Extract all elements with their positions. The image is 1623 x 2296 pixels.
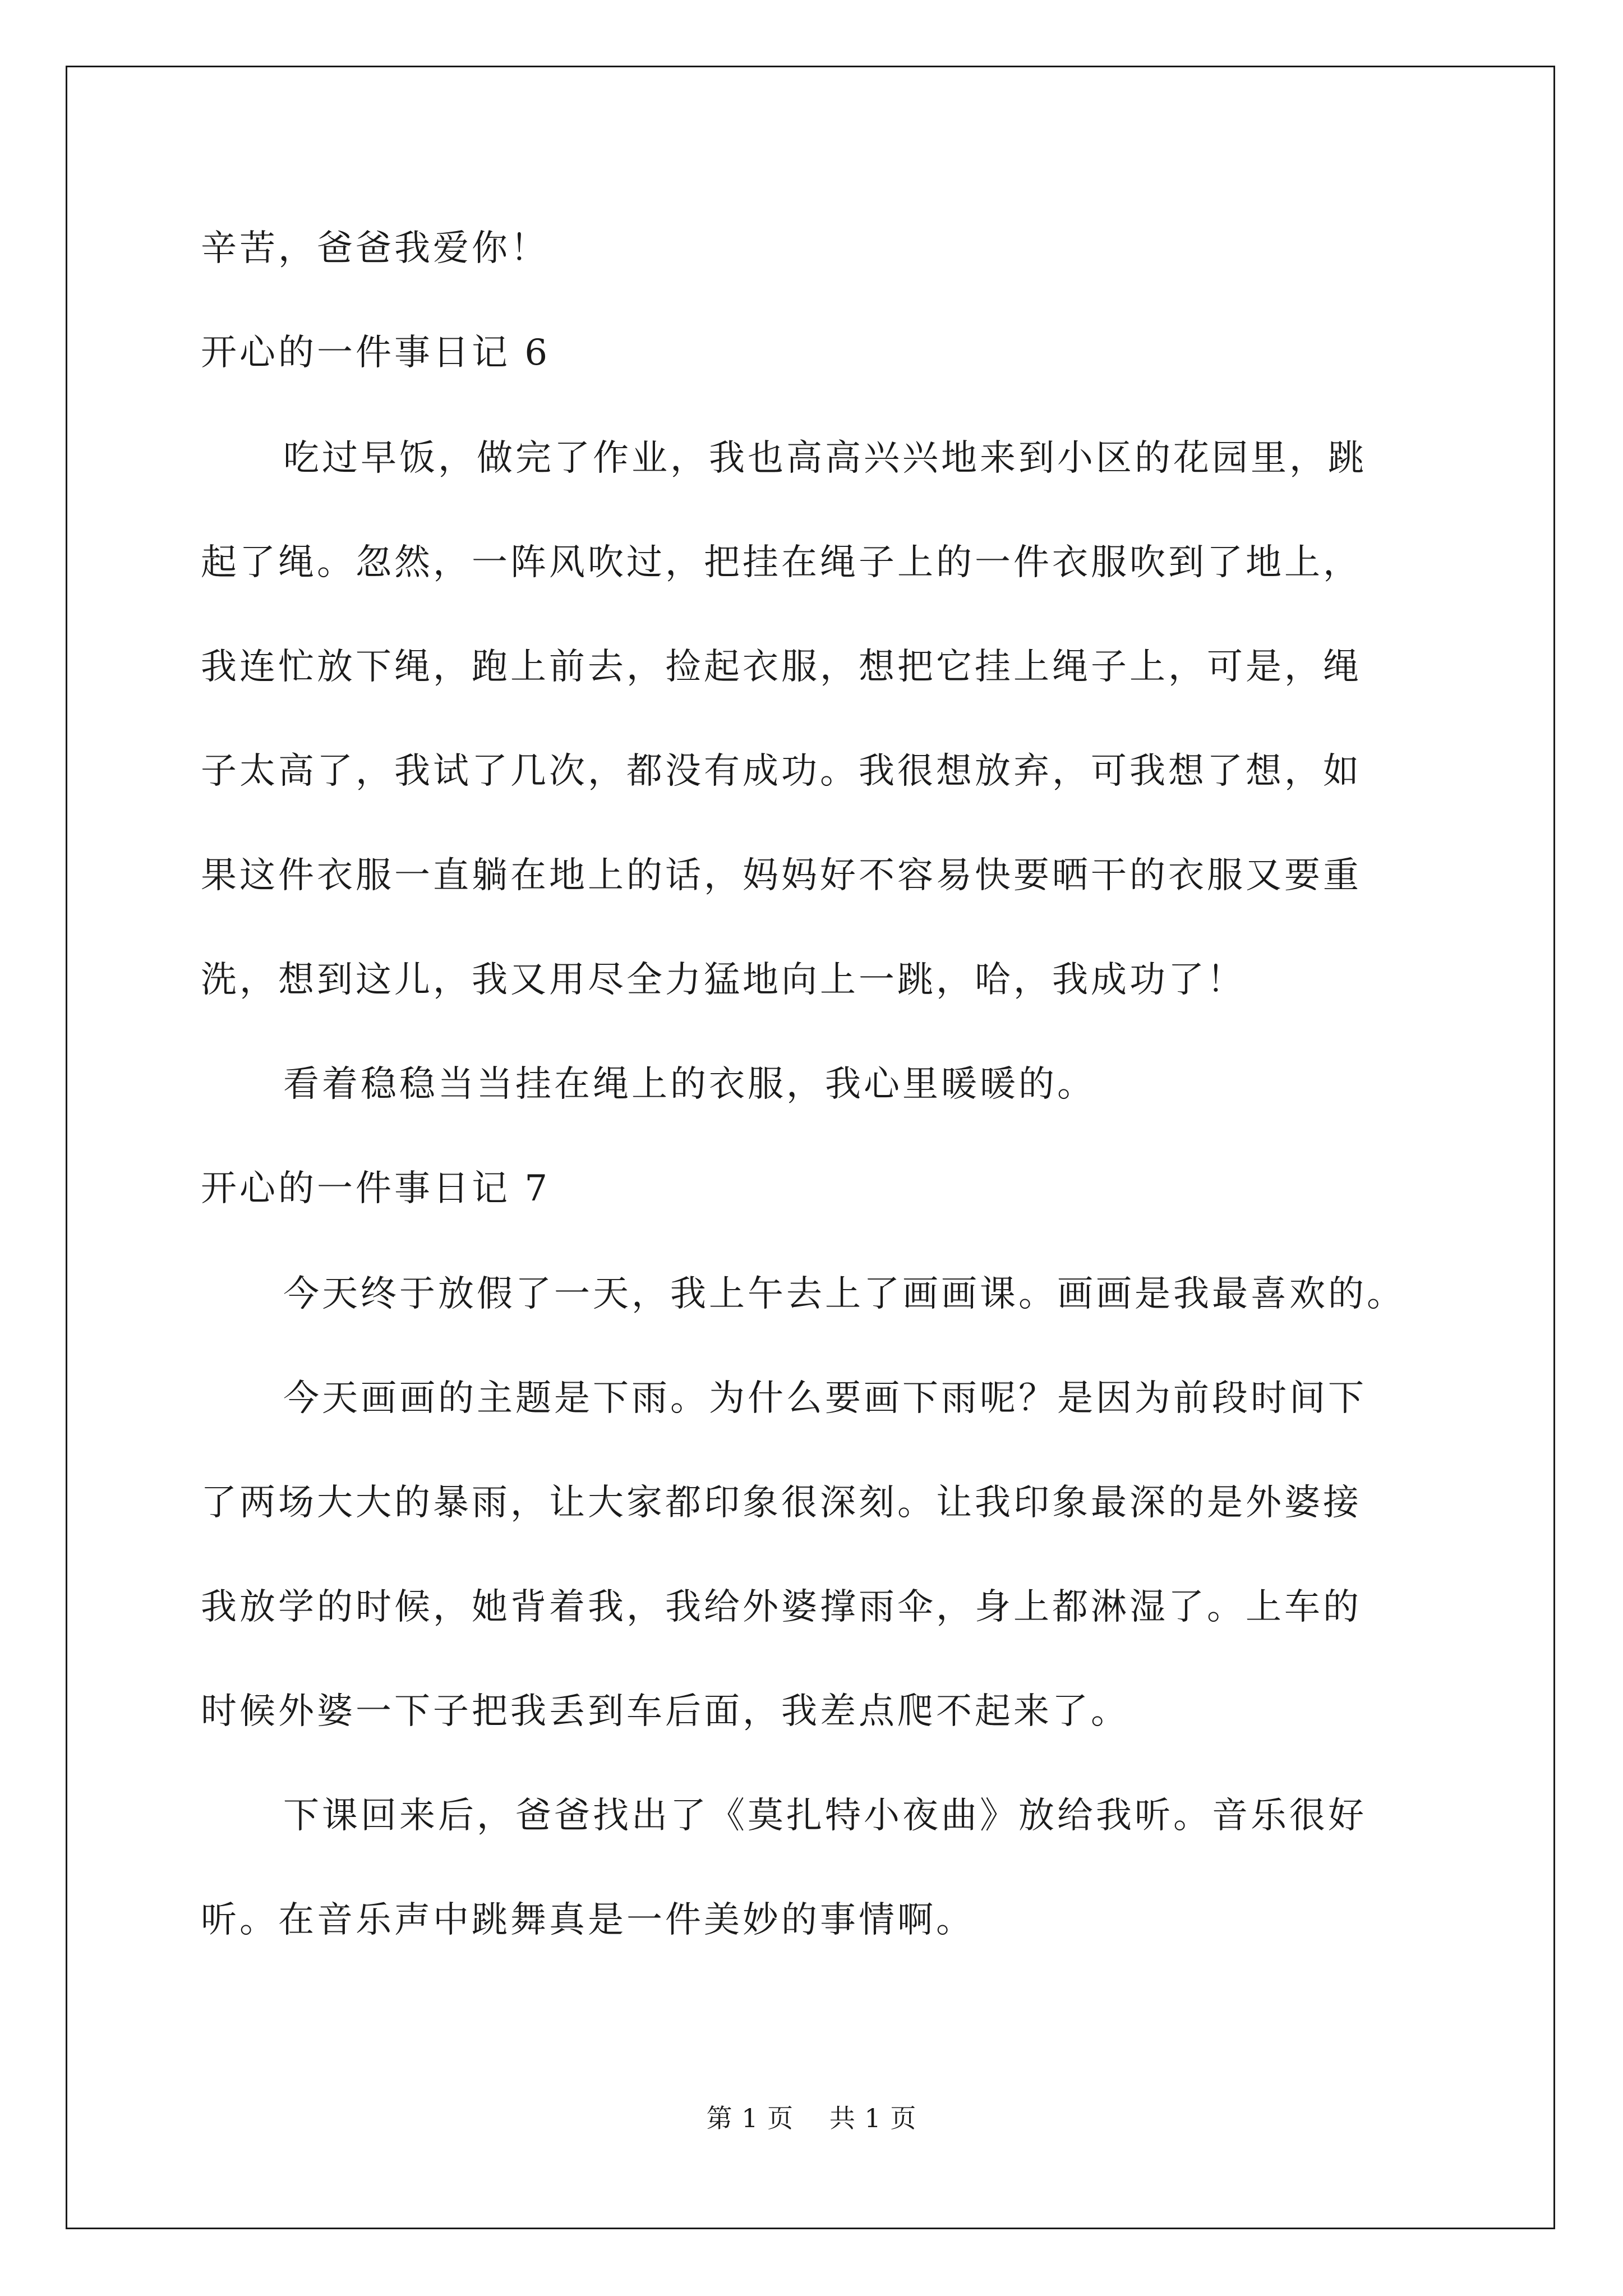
section-heading: 开心的一件事日记 6 (201, 332, 551, 374)
text-line: 今天终于放假了一天，我上午去上了画画课。画画是我最喜欢的。 (283, 1273, 1405, 1315)
text-line: 子太高了，我试了几次，都没有成功。我很想放弃，可我想了想，如 (201, 751, 1362, 792)
text-line: 今天画画的主题是下雨。为什么要画下雨呢？是因为前段时间下 (283, 1378, 1367, 1419)
text-line: 果这件衣服一直躺在地上的话，妈妈好不容易快要晒干的衣服又要重 (201, 855, 1362, 896)
text-line: 我放学的时候，她背着我，我给外婆撑雨伞，身上都淋湿了。上车的 (201, 1586, 1362, 1628)
text-line: 我连忙放下绳，跑上前去，捡起衣服，想把它挂上绳子上，可是，绳 (201, 646, 1362, 688)
text-line: 看着稳稳当当挂在绳上的衣服，我心里暖暖的。 (283, 1064, 1096, 1105)
text-line: 时候外婆一下子把我丢到车后面，我差点爬不起来了。 (201, 1691, 1129, 1732)
text-line: 听。在音乐声中跳舞真是一件美妙的事情啊。 (201, 1899, 975, 1941)
section-heading: 开心的一件事日记 7 (201, 1168, 551, 1209)
text-line: 吃过早饭，做完了作业，我也高高兴兴地来到小区的花园里，跳 (283, 438, 1367, 479)
text-line: 洗，想到这儿，我又用尽全力猛地向上一跳，哈，我成功了！ (201, 959, 1246, 1001)
text-line: 起了绳。忽然，一阵风吹过，把挂在绳子上的一件衣服吹到了地上， (201, 542, 1362, 583)
text-line: 辛苦，爸爸我爱你！ (201, 228, 549, 269)
page-total: 共 1 页 (829, 2103, 917, 2133)
text-line: 下课回来后，爸爸找出了《莫扎特小夜曲》放给我听。音乐很好 (283, 1795, 1367, 1837)
document-body (201, 219, 1463, 1995)
page-number: 第 1 页 (706, 2103, 794, 2133)
page-footer (0, 2098, 1623, 2135)
text-line: 了两场大大的暴雨，让大家都印象很深刻。让我印象最深的是外婆接 (201, 1482, 1362, 1524)
